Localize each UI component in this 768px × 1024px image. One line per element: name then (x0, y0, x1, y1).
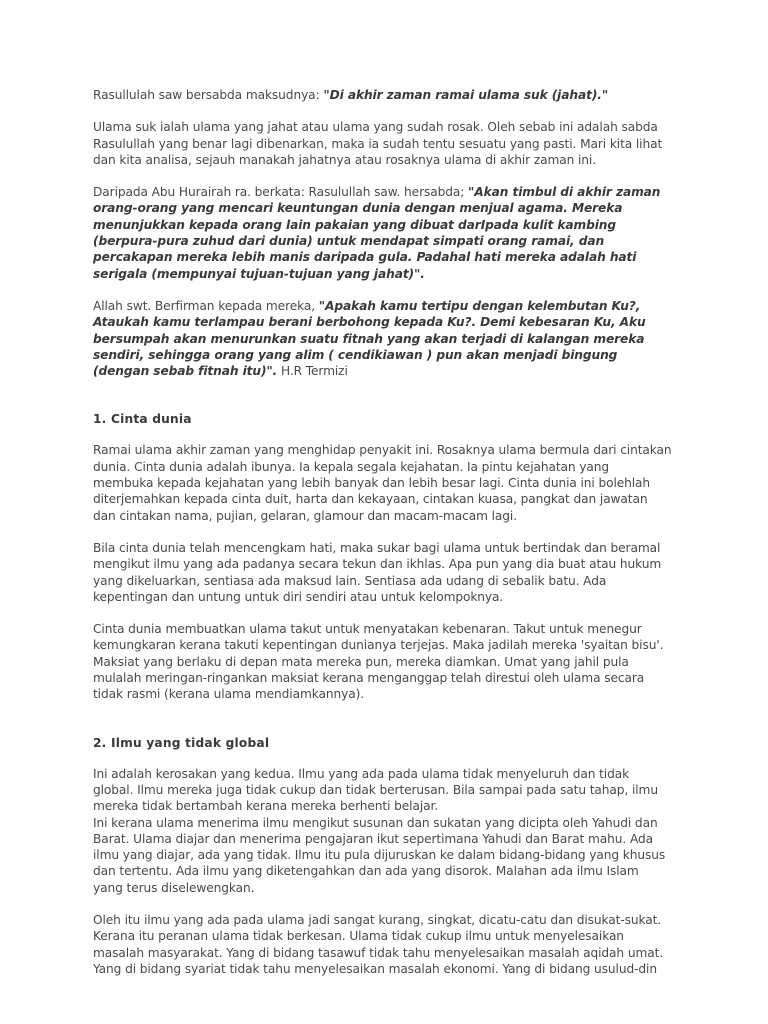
intro-hadith-quote: "Di akhir zaman ramai ulama suk (jahat)." (323, 88, 609, 102)
cinta-dunia-paragraph-2: Bila cinta dunia telah mencengkam hati, maka sukar bagi ulama untuk bertindak dan beramal mengikut ilmu yang ada padanya secara tekun dan ikhlas. Apa pun yang dia buat atau hukum yang dikeluarkan, sentiasa ada maksud lain. Sentiasa ada udang di sebalik batu. Ada kepentingan dan untung untuk diri sendiri atau untuk kelompoknya. (93, 540, 662, 604)
document-page (93, 87, 685, 993)
intro-lead-text: Rasullulah saw bersabda maksudnya: (93, 88, 324, 102)
ulama-suk-paragraph: Ulama suk ialah ulama yang jahat atau ulama yang sudah rosak. Oleh sebab ini adalah sabda Rasulullah yang benar lagi dibenarkan, maka ia sudah tentu sesuatu yang pasti. Mari kita lihat dan kita analisa, sejauh manakah jahatnya atau rosaknya ulama di akhir zaman ini. (93, 120, 663, 167)
section-heading-cinta-dunia: 1. Cinta dunia (93, 412, 192, 427)
allah-berfirman-paragraph (93, 298, 685, 379)
cinta-dunia-paragraph-3: Cinta dunia membuatkan ulama takut untuk menyatakan kebenaran. Takut untuk menegur kemungkaran kerana takuti kepentingan dunianya terjejas. Maka jadilah mereka 'syaitan bisu'. Maksiat yang berlaku di depan mata mereka pun, mereka diamkan. Umat yang jahil pula mulalah meringan-ringankan maksiat kerana menganggap telah direstui oleh ulama secara tidak rasmi (kerana ulama mendiamkannya). (93, 622, 664, 702)
allah-berfirman-quote: "Apakah kamu tertipu dengan kelembutan Ku?, Ataukah kamu terlampau berani berbohong kepada Ku?. Demi kebesaran Ku, Aku bersumpah akan menurunkan suatu fitnah yang akan terjadi di kalangan mereka sendiri, sehingga orang yang alim ( cendikiawan ) pun akan menjadi bingung (dengan sebab fitnah itu)". (93, 298, 646, 379)
ilmu-paragraph-1: Ini adalah kerosakan yang kedua. Ilmu yang ada pada ulama tidak menyeluruh dan tidak global. Ilmu mereka juga tidak cukup dan tidak berterusan. Bila sampai pada satu tahap, ilmu mereka tidak bertambah kerana mereka berhenti belajar. Ini kerana ulama menerima ilmu mengikut susunan dan sukatan yang dicipta oleh Yahudi dan Barat. Ulama diajar dan menerima pengajaran ikut sepertimana Yahudi dan Barat mahu. Ada ilmu yang diajar, ada yang tidak. Ilmu itu pula dijuruskan ke dalam bidang-bidang yang khusus dan tertentu. Ada ilmu yang diketengahkan dan ada yang disorok. Malahan ada ilmu Islam yang terus diselewengkan. (93, 766, 666, 895)
abu-hurairah-paragraph (93, 184, 685, 282)
abu-hurairah-lead-text: Daripada Abu Hurairah ra. berkata: Rasulullah saw. hersabda; (93, 185, 469, 200)
intro-paragraph (93, 87, 685, 103)
allah-berfirman-lead-text: Allah swt. Berfirman kepada mereka, (93, 298, 319, 313)
ilmu-paragraph-2: Oleh itu ilmu yang ada pada ulama jadi sangat kurang, singkat, dicatu-catu dan disukat-sukat. Kerana itu peranan ulama tidak berkesan. Ulama tidak cukup ilmu untuk menyelesaikan masalah masyarakat. Yang di bidang tasawuf tidak tahu menyelesaikan masalah aqidah umat. Yang di bidang syariat tidak tahu menyelesaikan masalah ekonomi. Yang di bidang usulud-din (93, 912, 664, 976)
cinta-dunia-paragraph-1: Ramai ulama akhir zaman yang menghidap penyakit ini. Rosaknya ulama bermula dari cintakan dunia. Cinta dunia adalah ibunya. Ia kepala segala kejahatan. Ia pintu kejahatan yang membuka kepada kejahatan yang lebih banyak dan lebih besar lagi. Cinta dunia ini bolehlah diterjemahkan kepada cinta duit, harta dan kekayaan, cintakan kuasa, pangkat dan jawatan dan cintakan nama, pujian, gelaran, glamour dan macam-macam lagi. (93, 443, 672, 523)
section-heading-ilmu-tidak-global: 2. Ilmu yang tidak global (93, 735, 270, 750)
abu-hurairah-quote: "Akan timbul di akhir zaman orang-orang yang mencari keuntungan dunia dengan menjual agama. Mereka menunjukkan kepada orang lain pakaian yang dibuat darIpada kulit kambing (berpura-pura zuhud dari dunia) untuk mendapat simpati orang ramai, dan percakapan mereka lebih manis daripada gula. Padahal hati mereka adalah hati serigala (mempunyai tujuan-tujuan yang jahat)". (93, 185, 661, 281)
hadith-source-text: H.R Termizi (277, 364, 348, 379)
